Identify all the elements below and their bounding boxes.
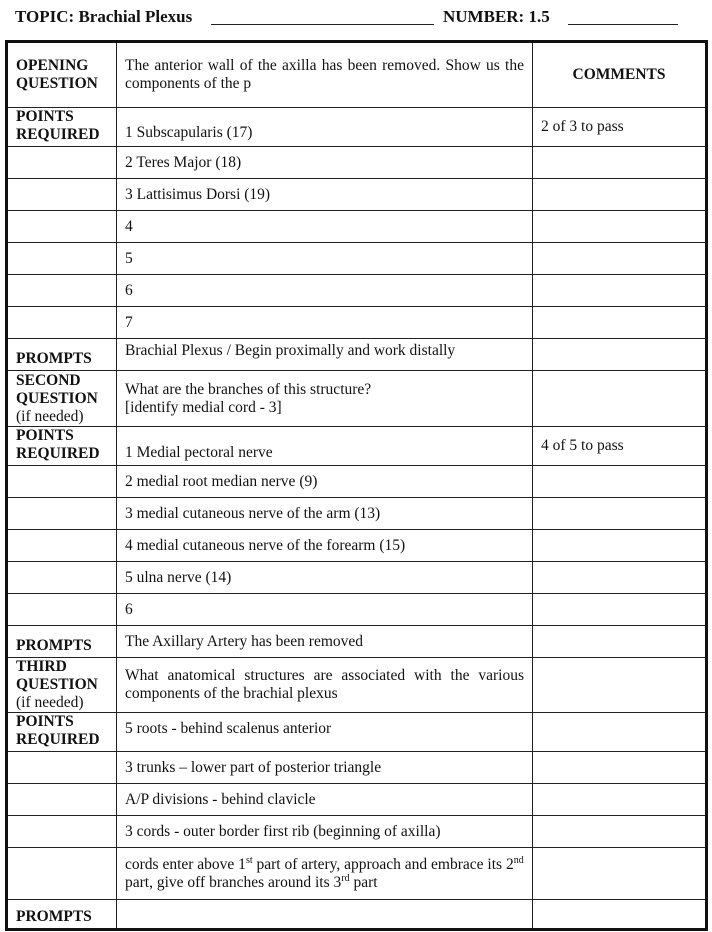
- points-required-label: POINTS REQUIRED: [7, 713, 117, 752]
- point-item: 3 trunks – lower part of posterior triangle: [117, 752, 533, 784]
- point-item: 5 ulna nerve (14): [117, 562, 533, 594]
- table-row: [7, 147, 707, 179]
- table-row: [7, 371, 707, 427]
- prompts-text: [117, 900, 533, 930]
- table-row: [7, 427, 707, 466]
- number-label: NUMBER: 1.5: [443, 7, 550, 26]
- table-row: [7, 530, 707, 562]
- point-item: 1 Subscapularis (17): [117, 108, 533, 147]
- topic-fill-line: [211, 24, 434, 25]
- points-required-label: POINTS REQUIRED: [7, 427, 117, 466]
- form-header: [15, 5, 705, 31]
- table-row: [7, 275, 707, 307]
- pass-criteria-comment: 2 of 3 to pass: [533, 108, 707, 147]
- question-form-table: [5, 40, 708, 931]
- pass-criteria-comment: 4 of 5 to pass: [533, 427, 707, 466]
- topic-label: TOPIC: Brachial Plexus: [15, 7, 193, 26]
- table-row: [7, 658, 707, 713]
- table-row: [7, 42, 707, 108]
- table-row: [7, 108, 707, 147]
- point-item: A/P divisions - behind clavicle: [117, 784, 533, 816]
- prompts-label: PROMPTS: [7, 339, 117, 371]
- table-row: [7, 498, 707, 530]
- table-row: [7, 466, 707, 498]
- point-item: 4 medial cutaneous nerve of the forearm (15): [117, 530, 533, 562]
- table-row: [7, 713, 707, 752]
- second-question-label: SECOND QUESTION (if needed): [7, 371, 117, 427]
- point-item: 3 Lattisimus Dorsi (19): [117, 179, 533, 211]
- if-needed-note: (if needed): [16, 694, 84, 711]
- table-row: [7, 339, 707, 371]
- opening-question-label: OPENING QUESTION: [7, 42, 117, 108]
- table-row: [7, 752, 707, 784]
- point-item: 6: [117, 275, 533, 307]
- third-question-text: What anatomical structures are associated with the various components of the brachial plexus: [117, 658, 533, 713]
- point-item: 6: [117, 594, 533, 626]
- second-question-text: What are the branches of this structure? [identify medial cord - 3]: [117, 371, 533, 427]
- prompts-label: PROMPTS: [7, 900, 117, 930]
- point-item: 3 medial cutaneous nerve of the arm (13): [117, 498, 533, 530]
- table-row: [7, 179, 707, 211]
- if-needed-note: (if needed): [16, 407, 84, 425]
- table-row: [7, 243, 707, 275]
- opening-question-text: The anterior wall of the axilla has been removed. Show us the components of the p: [117, 42, 533, 108]
- table-row: [7, 816, 707, 848]
- table-row: [7, 211, 707, 243]
- third-question-label: THIRD QUESTION (if needed): [7, 658, 117, 713]
- point-item: 1 Medial pectoral nerve: [117, 427, 533, 466]
- point-item: 5 roots - behind scalenus anterior: [117, 713, 533, 752]
- number-fill-line: [568, 24, 678, 25]
- point-item: 4: [117, 211, 533, 243]
- point-item: 2 Teres Major (18): [117, 147, 533, 179]
- table-row: [7, 784, 707, 816]
- point-item: 5: [117, 243, 533, 275]
- point-item: 3 cords - outer border first rib (beginning of axilla): [117, 816, 533, 848]
- prompts-text: The Axillary Artery has been removed: [117, 626, 533, 658]
- point-item: cords enter above 1st part of artery, approach and embrace its 2nd part, give off branches around its 3rd part: [117, 848, 533, 900]
- comments-header: COMMENTS: [533, 42, 707, 108]
- table-row: [7, 626, 707, 658]
- prompts-label: PROMPTS: [7, 626, 117, 658]
- point-item: 2 medial root median nerve (9): [117, 466, 533, 498]
- table-row: [7, 594, 707, 626]
- point-item: 7: [117, 307, 533, 339]
- table-row: [7, 848, 707, 900]
- table-row: [7, 307, 707, 339]
- prompts-text: Brachial Plexus / Begin proximally and work distally: [117, 339, 533, 371]
- table-row: [7, 900, 707, 930]
- table-row: [7, 562, 707, 594]
- points-required-label: POINTS REQUIRED: [7, 108, 117, 147]
